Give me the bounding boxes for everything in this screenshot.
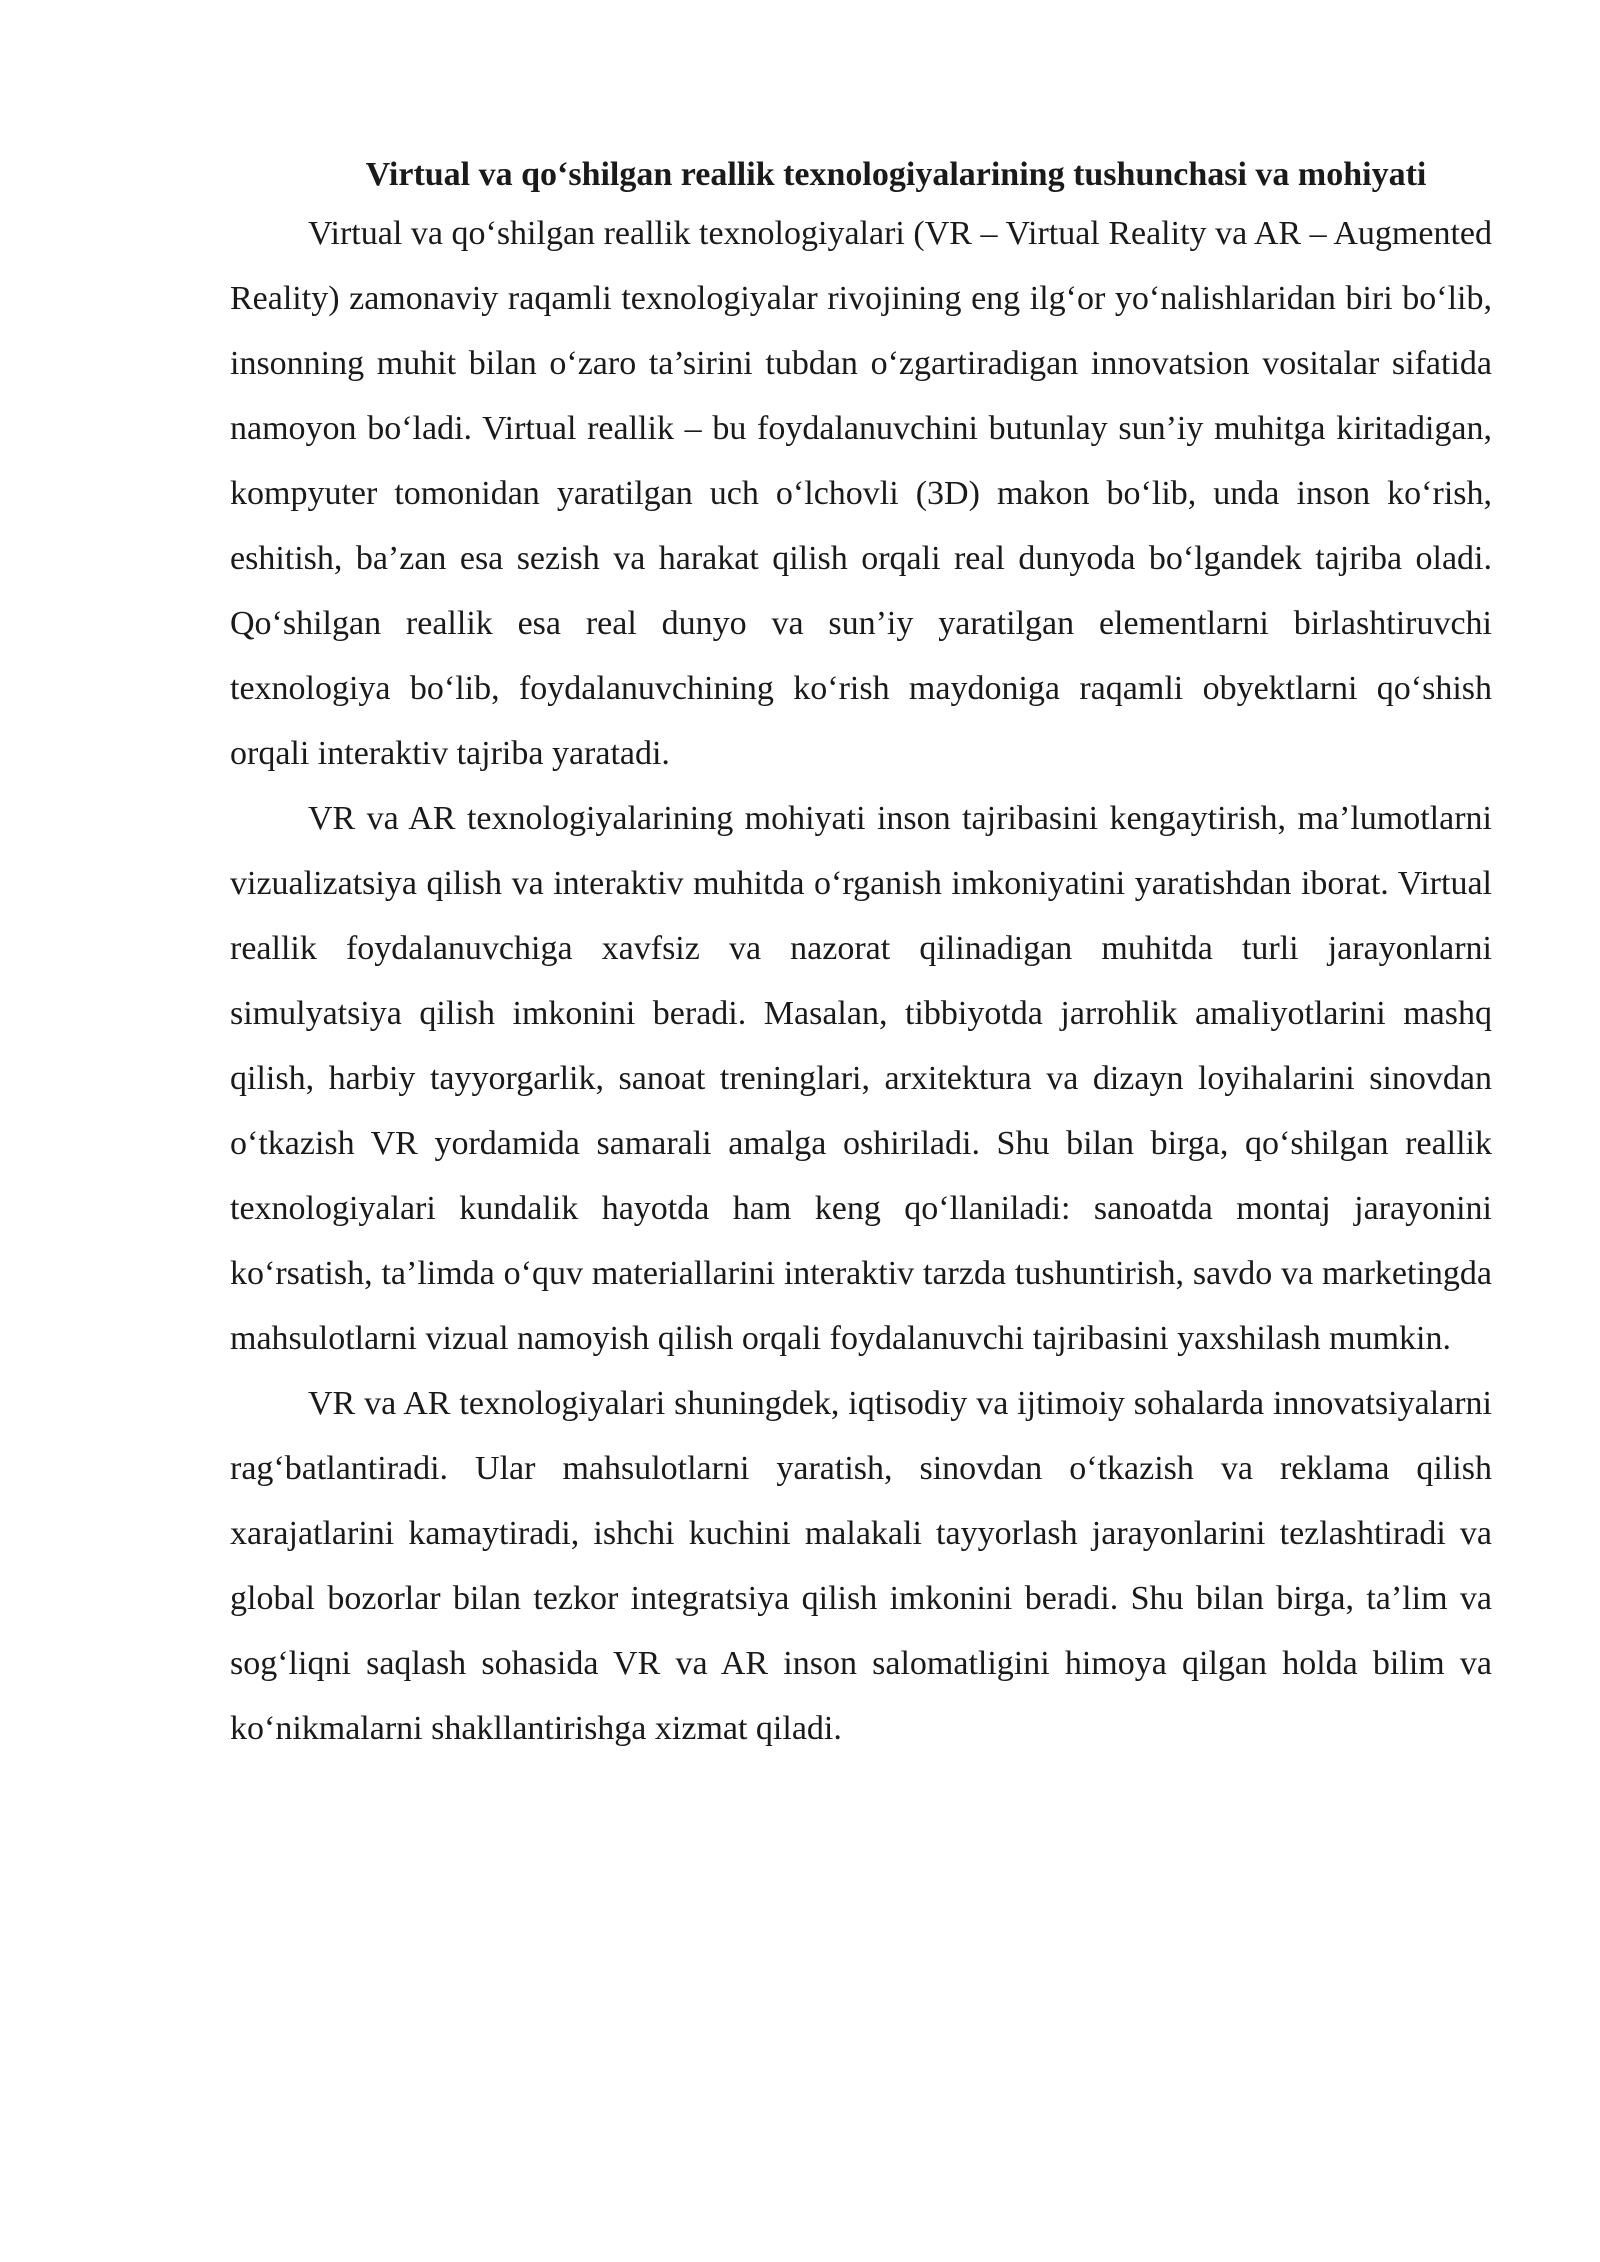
paragraph-2: VR va AR texnologiyalarining mohiyati inson tajribasini kengaytirish, ma’lumotlarni vizualizatsiya qilish va interaktiv muhitda o‘rganish imkoniyatini yaratishdan iborat. Virtual reallik foydalanuvchiga xavfsiz va nazorat qilinadigan muhitda turli jarayonlarni simulyatsiya qilish imkonini beradi. Masalan, tibbiyotda jarrohlik amaliyotlarini mashq qilish, harbiy tayyorgarlik, sanoat treninglari, arxitektura va dizayn loyihalarini sinovdan o‘tkazish VR yordamida samarali amalga oshiriladi. Shu bilan birga, qo‘shilgan reallik texnologiyalari kundalik hayotda ham keng qo‘llaniladi: sanoatda montaj jarayonini ko‘rsatish, ta’limda o‘quv materiallarini interaktiv tarzda tushuntirish, savdo va marketingda mahsulotlarni vizual namoyish qilish orqali foydalanuvchi tajribasini yaxshilash mumkin. xyxy=(230,800,1492,1357)
document-title: Virtual va qo‘shilgan reallik texnologiyalarining tushunchasi va mohiyati xyxy=(365,156,1427,193)
paragraph-3: VR va AR texnologiyalari shuningdek, iqtisodiy va ijtimoiy sohalarda innovatsiyalarni rag‘batlantiradi. Ular mahsulotlarni yaratish, sinovdan o‘tkazish va reklama qilish xarajatlarini kamaytiradi, ishchi kuchini malakali tayyorlash jarayonlarini tezlashtiradi va global bozorlar bilan tezkor integratsiya qilish imkonini beradi. Shu bilan birga, ta’lim va sog‘liqni saqlash sohasida VR va AR inson salomatligini himoya qilgan holda bilim va ko‘nikmalarni shakllantirishga xizmat qiladi. xyxy=(230,1385,1492,1747)
document-body xyxy=(230,152,1492,1761)
paragraph-1: Virtual va qo‘shilgan reallik texnologiyalari (VR – Virtual Reality va AR – Augmented Reality) zamonaviy raqamli texnologiyalar rivojining eng ilg‘or yo‘nalishlaridan biri bo‘lib, insonning muhit bilan o‘zaro ta’sirini tubdan o‘zgartiradigan innovatsion vositalar sifatida namoyon bo‘ladi. Virtual reallik – bu foydalanuvchini butunlay sun’iy muhitga kiritadigan, kompyuter tomonidan yaratilgan uch o‘lchovli (3D) makon bo‘lib, unda inson ko‘rish, eshitish, ba’zan esa sezish va harakat qilish orqali real dunyoda bo‘lgandek tajriba oladi. Qo‘shilgan reallik esa real dunyo va sun’iy yaratilgan elementlarni birlashtiruvchi texnologiya bo‘lib, foydalanuvchining ko‘rish maydoniga raqamli obyektlarni qo‘shish orqali interaktiv tajriba yaratadi. xyxy=(230,215,1492,772)
